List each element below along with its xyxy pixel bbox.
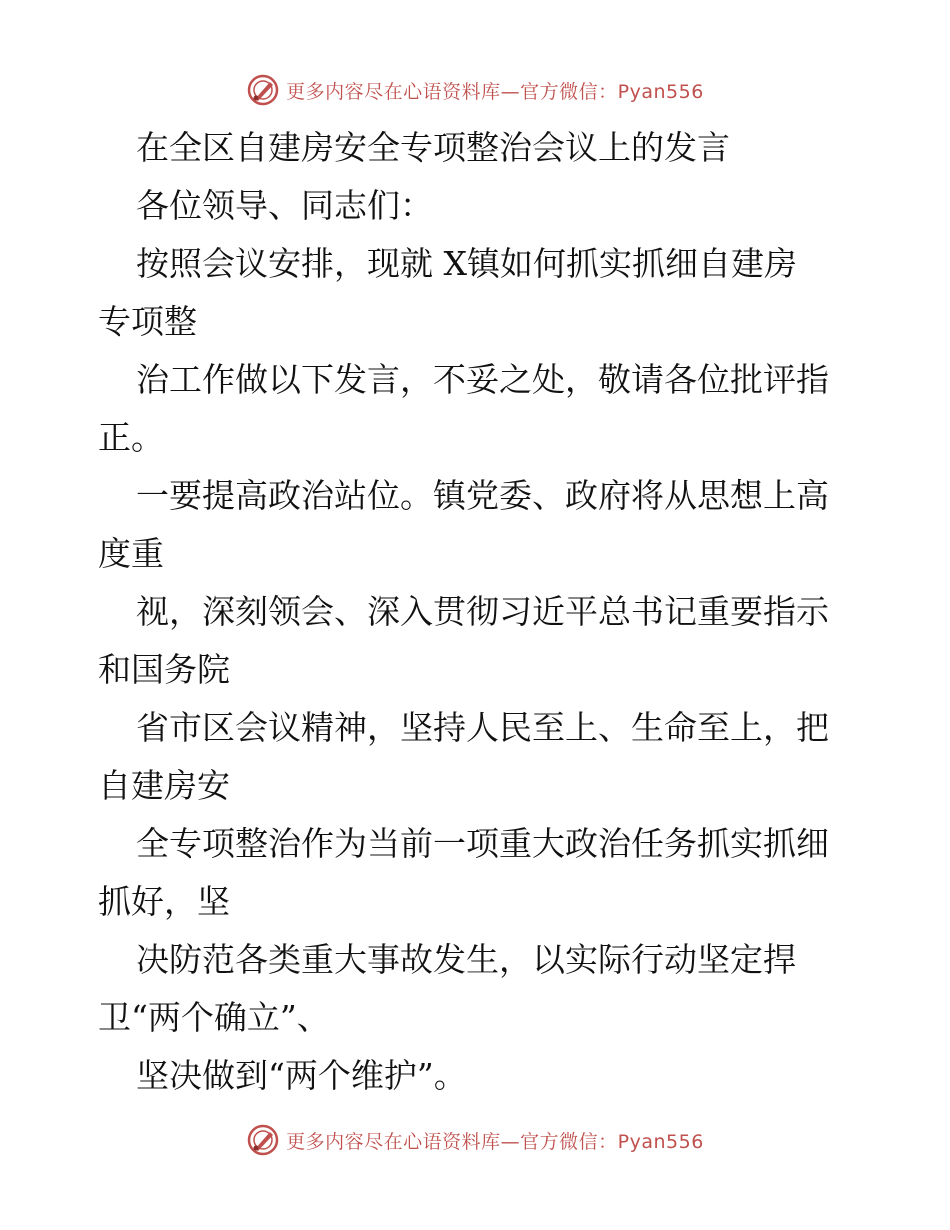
document-body [98, 122, 858, 1108]
watermark-brand: 更多内容尽在心语资料库 [286, 1130, 501, 1153]
document-title: 在全区自建房安全专项整治会议上的发言 [136, 128, 730, 167]
paragraph-line: 决防范各类重大事故发生，以实际行动坚定捍 [136, 940, 796, 979]
paragraph-line: 和国务院 [98, 650, 230, 689]
paragraph-line: 卫“两个确立”、 [98, 998, 330, 1037]
salutation: 各位领导、同志们： [136, 186, 433, 225]
paragraph-line: 专项整 [98, 302, 197, 341]
paragraph-line: 治工作做以下发言，不妥之处，敬请各位批评指 [136, 360, 829, 399]
footer-watermark [0, 1122, 950, 1158]
watermark-separator: — [500, 1130, 521, 1153]
watermark-brand: 更多内容尽在心语资料库 [286, 80, 501, 103]
watermark-separator: — [500, 80, 521, 103]
paragraph-line: 全专项整治作为当前一项重大政治任务抓实抓细 [136, 824, 829, 863]
header-watermark [0, 72, 950, 108]
watermark-text [286, 77, 704, 104]
paragraph-line: 坚决做到“两个维护”。 [136, 1056, 467, 1095]
paragraph-line: 视，深刻领会、深入贯彻习近平总书记重要指示 [136, 592, 829, 631]
watermark-wechat: 官方微信：Pyan556 [520, 80, 704, 103]
paragraph-line: 一要提高政治站位。镇党委、政府将从思想上高 [136, 476, 829, 515]
brand-logo-icon [246, 73, 280, 107]
brand-logo-icon [246, 1123, 280, 1157]
paragraph-line: 自建房安 [98, 766, 230, 805]
paragraph-line: 正。 [98, 418, 164, 457]
paragraph-line: 抓好，坚 [98, 882, 230, 921]
watermark-text [286, 1127, 704, 1154]
paragraph-line: 省市区会议精神，坚持人民至上、生命至上，把 [136, 708, 829, 747]
paragraph-line: 度重 [98, 534, 164, 573]
paragraph-line: 按照会议安排，现就 X镇如何抓实抓细自建房 [136, 244, 797, 283]
watermark-wechat: 官方微信：Pyan556 [520, 1130, 704, 1153]
